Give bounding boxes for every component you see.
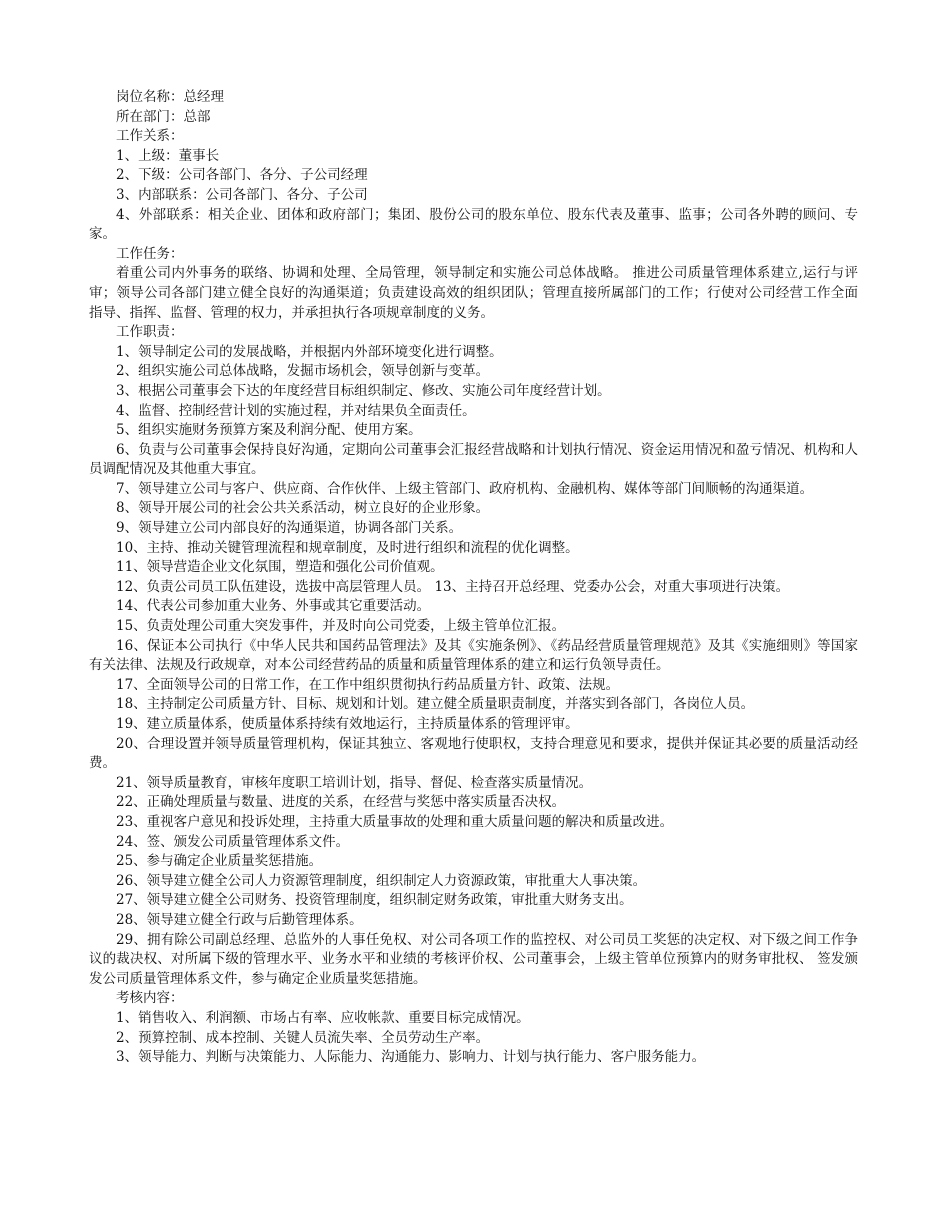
duty-item: 22、正确处理质量与数量、进度的关系，在经营与奖惩中落实质量否决权。 xyxy=(116,794,566,811)
duty-item: 18、主持制定公司质量方针、目标、规划和计划。建立健全质量职责制度，并落实到各部门，各岗位人员。 xyxy=(116,696,755,713)
duty-item: 19、建立质量体系，使质量体系持续有效地运行，主持质量体系的管理评审。 xyxy=(116,716,579,732)
duty-item: 23、重视客户意见和投诉处理，主持重大质量事故的处理和重大质量问题的解决和质量改进。 xyxy=(116,813,674,830)
duty-item: 10、主持、推动关键管理流程和规章制度，及时进行组织和流程的优化调整。 xyxy=(116,539,579,556)
duty-item: 8、领导开展公司的社会公共关系活动，树立良好的企业形象。 xyxy=(116,500,490,517)
duty-item: 25、参与确定企业质量奖惩措施。 xyxy=(116,853,323,870)
duty-item: 15、负责处理公司重大突发事件，并及时向公司党委，上级主管单位汇报。 xyxy=(116,618,566,635)
duty-item: 12、负责公司员工队伍建设，选拔中高层管理人员。 13、主持召开总经理、党委办公会，对重大事项进行决策。 xyxy=(116,578,790,595)
duty-item: 14、代表公司参加重大业务、外事或其它重要活动。 xyxy=(116,598,431,615)
duty-item: 1、领导制定公司的发展战略，并根据内外部环境变化进行调整。 xyxy=(116,343,503,360)
duty-item: 3、根据公司董事会下达的年度经营目标组织制定、修改、实施公司年度经营计划。 xyxy=(116,382,611,399)
duty-item: 29、拥有除公司副总经理、总监外的人事任免权、对公司各项工作的监控权、对公司员工奖惩的决定权、对下级之间工作争议的裁决权、对所属下级的管理水平、业务水平和业绩的考核评价权、公司董事会，上级主管单位预算内的财务审批权、 签发颁发公司质量管理体系文件，参与确定企业质量奖惩措施。 xyxy=(89,931,858,987)
duty-item: 2、组织实施公司总体战略，发掘市场机会，领导创新与变革。 xyxy=(116,363,490,380)
position-name: 岗位名称：总经理 xyxy=(116,89,224,105)
relation-item: 3、内部联系：公司各部门、各分、子公司 xyxy=(116,186,368,203)
relation-item: 4、外部联系：相关企业、团体和政府部门；集团、股份公司的股东单位、股东代表及董事、监事；公司各外聘的顾问、专家。 xyxy=(89,206,858,243)
relation-item: 1、上级：董事长 xyxy=(116,147,220,164)
duty-item: 9、领导建立公司内部良好的沟通渠道，协调各部门关系。 xyxy=(116,520,463,537)
assessment-item: 3、领导能力、判断与决策能力、人际能力、沟通能力、影响力、计划与执行能力、客户服务能力。 xyxy=(116,1049,706,1066)
duty-item: 28、领导建立健全行政与后勤管理体系。 xyxy=(116,911,363,928)
duty-item: 21、领导质量教育，审核年度职工培训计划，指导、督促、检查落实质量情况。 xyxy=(116,774,593,791)
section-heading-tasks: 工作任务： xyxy=(116,245,184,262)
duty-item: 20、合理设置并领导质量管理机构，保证其独立、客观地行使职权，支持合理意见和要求，提供并保证其必要的质量活动经费。 xyxy=(89,735,858,772)
duty-item: 5、组织实施财务预算方案及利润分配、使用方案。 xyxy=(116,422,422,439)
relation-item: 2、下级：公司各部门、各分、子公司经理 xyxy=(116,167,368,184)
section-heading-duties: 工作职责： xyxy=(116,324,184,341)
section-heading-relations: 工作关系： xyxy=(116,128,184,145)
duty-item: 7、领导建立公司与客户、供应商、合作伙伴、上级主管部门、政府机构、金融机构、媒体等部门间顺畅的沟通渠道。 xyxy=(116,480,814,497)
task-description: 着重公司内外事务的联络、协调和处理、全局管理，领导制定和实施公司总体战略。 推进公司质量管理体系建立,运行与评审；领导公司各部门建立健全良好的沟通渠道；负责建设高效的组织团队；管理直接所属部门的工作；行使对公司经营工作全面指导、指挥、监督、管理的权力，并承担执行各项规章制度的义务。 xyxy=(89,265,858,321)
assessment-item: 2、预算控制、成本控制、关键人员流失率、全员劳动生产率。 xyxy=(116,1029,490,1046)
duty-item: 6、负责与公司董事会保持良好沟通，定期向公司董事会汇报经营战略和计划执行情况、资金运用情况和盈亏情况、机构和人员调配情况及其他重大事宜。 xyxy=(89,441,858,478)
duty-item: 24、签、颁发公司质量管理体系文件。 xyxy=(116,833,350,850)
duty-item: 11、领导营造企业文化氛围，塑造和强化公司价值观。 xyxy=(116,559,444,576)
department: 所在部门：总部 xyxy=(116,108,211,125)
duty-item: 17、全面领导公司的日常工作，在工作中组织贯彻执行药品质量方针、政策、法规。 xyxy=(116,676,620,693)
duty-item: 4、监督、控制经营计划的实施过程，并对结果负全面责任。 xyxy=(116,402,476,419)
duty-item: 27、领导建立健全公司财务、投资管理制度，组织制定财务政策，审批重大财务支出。 xyxy=(116,892,633,909)
assessment-item: 1、销售收入、利润额、市场占有率、应收帐款、重要目标完成情况。 xyxy=(116,1009,530,1026)
duty-item: 16、保证本公司执行《中华人民共和国药品管理法》及其《实施条例》、《药品经营质量管理规范》及其《实施细则》等国家有关法律、法规及行政规章，对本公司经营药品的质量和质量管理体系的建立和运行负领导责任。 xyxy=(89,637,858,674)
duty-item: 26、领导建立健全公司人力资源管理制度，组织制定人力资源政策，审批重大人事决策。 xyxy=(116,872,647,889)
section-heading-assessment: 考核内容： xyxy=(116,990,184,1007)
